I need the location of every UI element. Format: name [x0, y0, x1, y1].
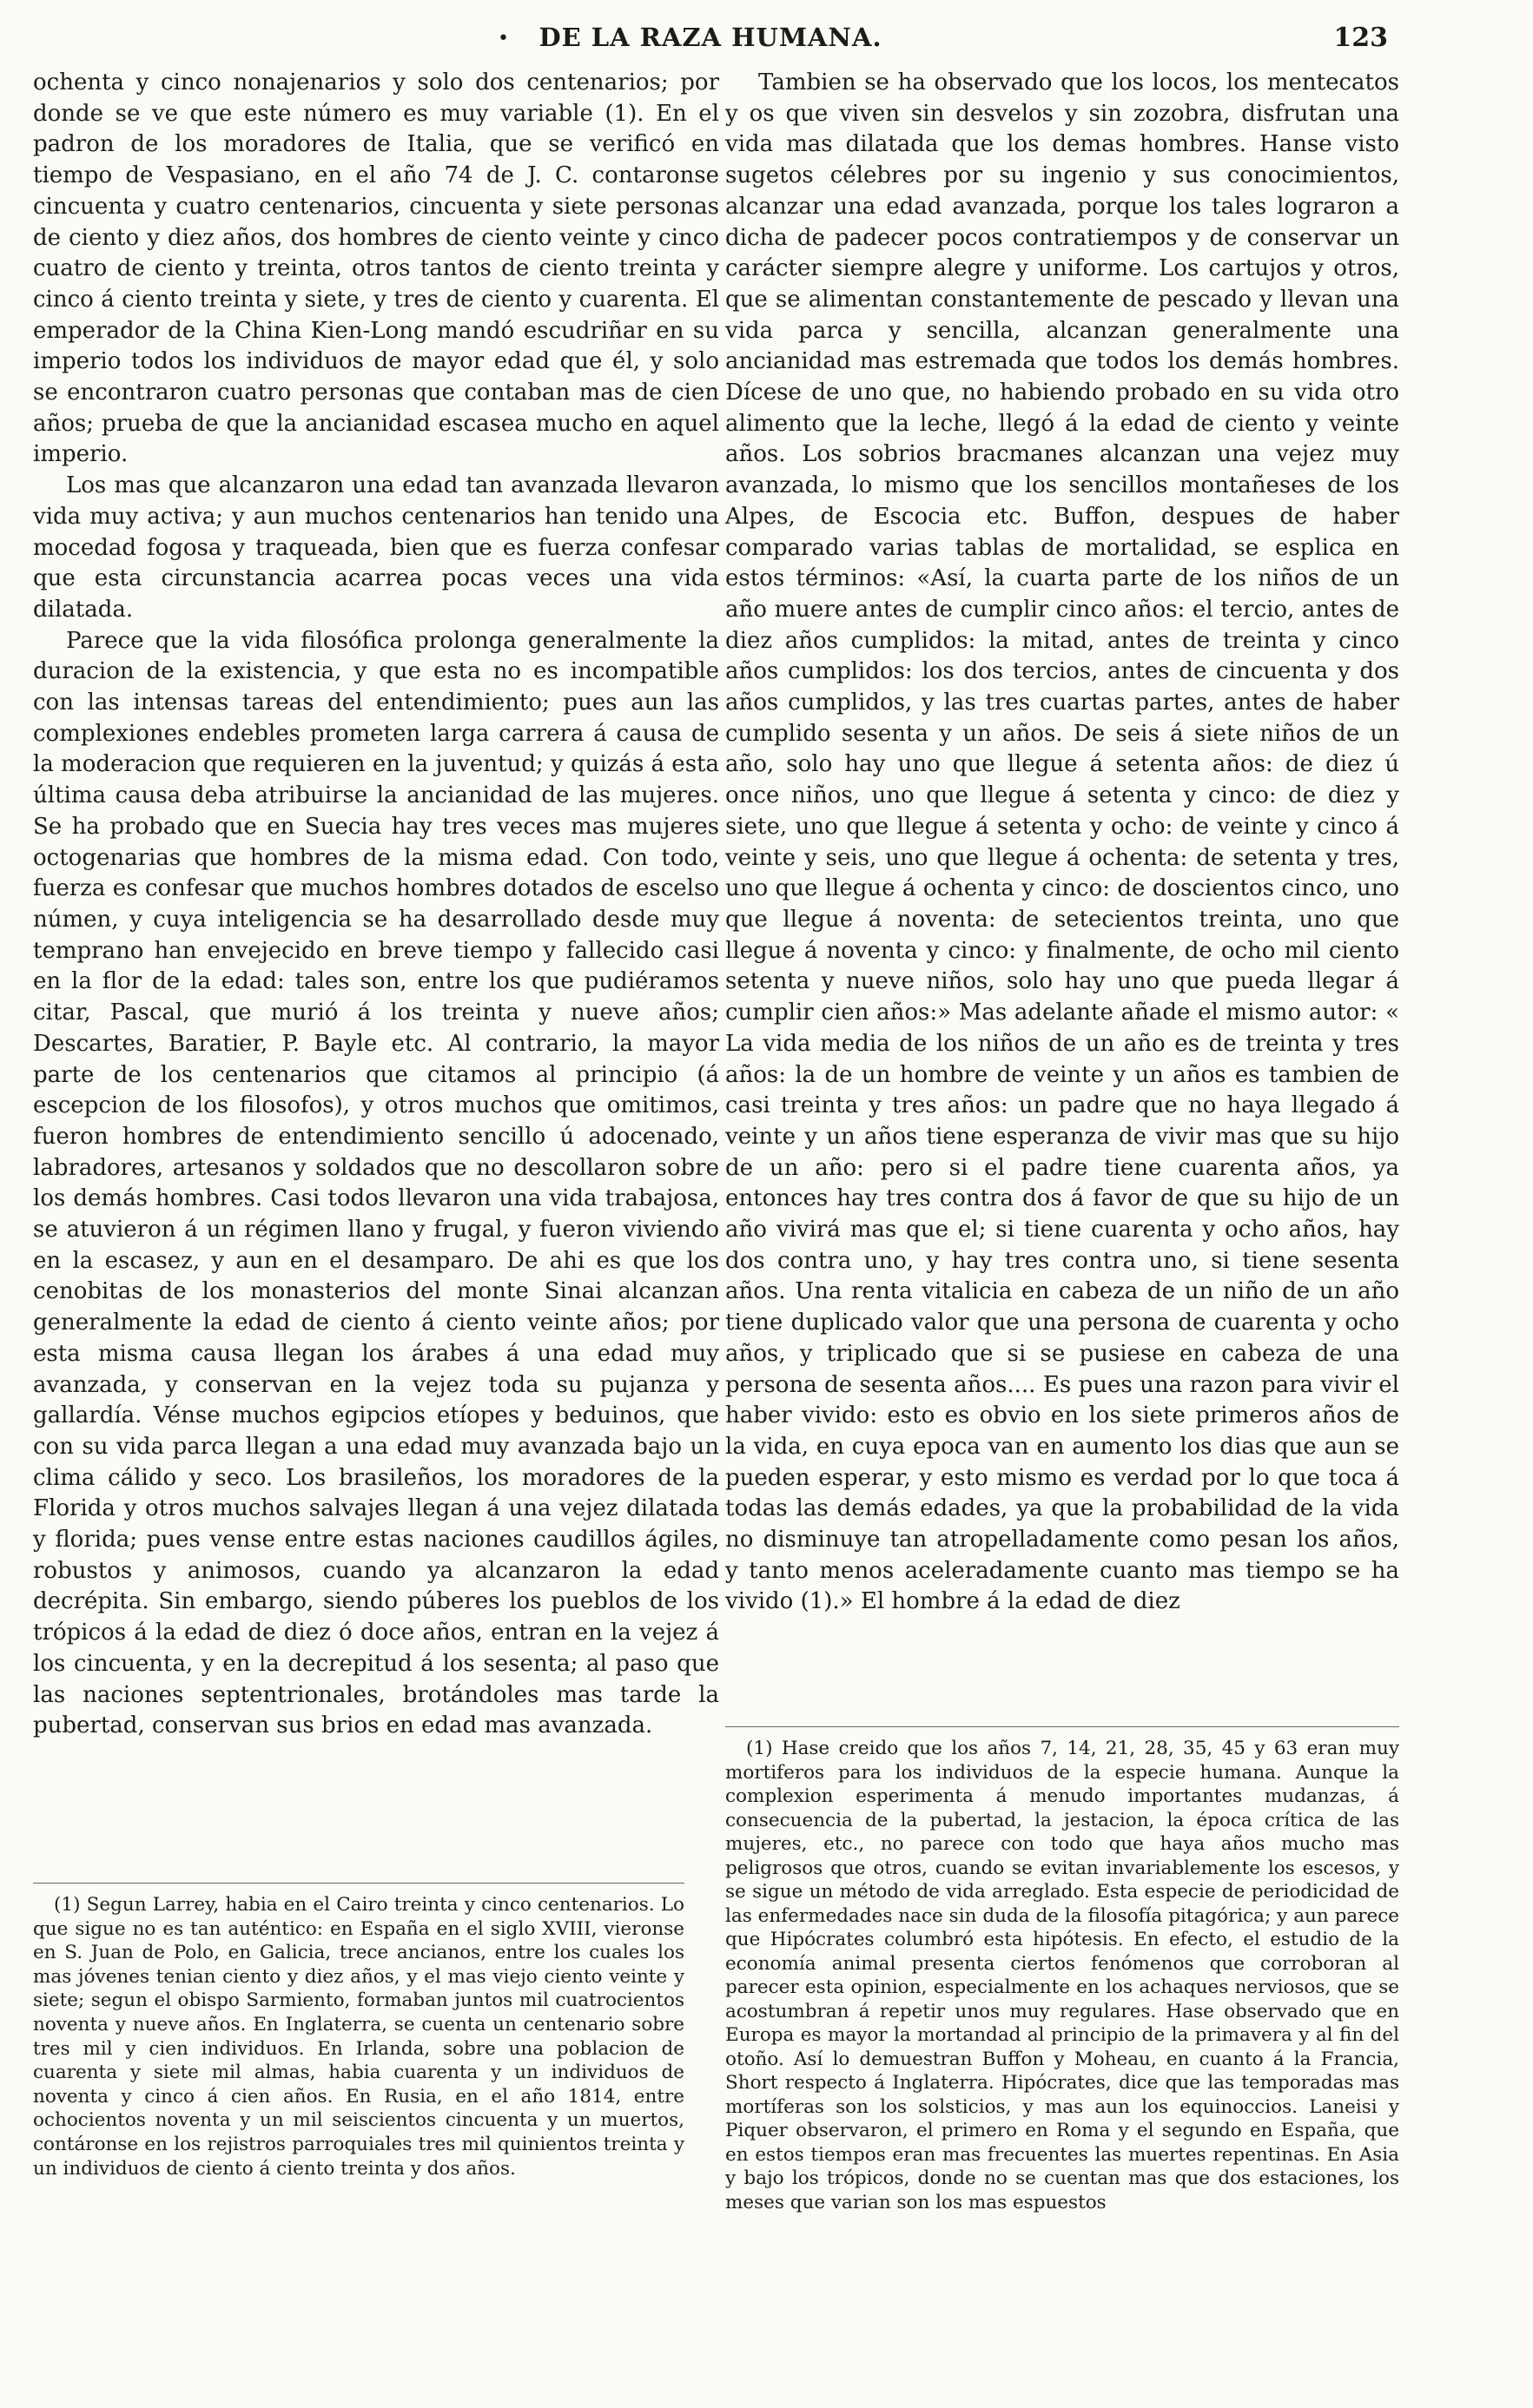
paragraph: Los mas que alcanzaron una edad tan avanzada llevaron vida muy activa; y aun muchos centenarios han tenido una mocedad fogosa y traqueada, bien que es fuerza confesar que esta circunstancia acarrea pocas veces una vida dilatada.: [33, 472, 719, 623]
footnote-divider: [33, 1883, 684, 1884]
paragraph: Parece que la vida filosófica prolonga generalmente la duracion de la existencia, y que esta no es incompatible con las intensas tareas del entendimiento; pues aun las complexiones endebles prometen larga carrera á causa de la moderacion que requieren en la juventud; y quizás á esta última causa deba atribuirse la ancianidad de las mujeres. Se ha probado que en Suecia hay tres veces mas mujeres octogenarias que hombres de la misma edad. Con todo, fuerza es confesar que muchos hombres dotados de escelso númen, y cuya inteligencia se ha desarrollado desde muy temprano han envejecido en breve tiempo y fallecido casi en la flor de la edad: tales son, entre los que pudiéramos citar, Pascal, que murió á los treinta y nueve años; Descartes, Baratier, P. Bayle etc. Al contrario, la mayor parte de los centenarios que citamos al principio (á escepcion de los filosofos), y otros muchos que omitimos, fueron hombres de entendimiento sencillo ú adocenado, labradores, artesanos y soldados que no descollaron sobre los demás hombres. Casi todos llevaron una vida trabajosa, se atuvieron á un régimen llano y frugal, y fueron viviendo en la escasez, y aun en el desamparo. De ahi es que los cenobitas de los monasterios del monte Sinai alcanzan generalmente la edad de ciento á ciento veinte años; por esta misma causa llegan los árabes á una edad muy avanzada, y conservan en la vejez toda su pujanza y gallardía. Vénse muchos egipcios etíopes y beduinos, que con su vida parca llegan a una edad muy avanzada bajo un clima cálido y seco. Los brasileños, los moradores de la Florida y otros muchos salvajes llegan á una vejez dilatada y florida; pues vense entre estas naciones caudillos ágiles, robustos y animosos, cuando ya alcanzaron la edad decrépita. Sin embargo, siendo púberes los pueblos de los trópicos á la edad de diez ó doce años, entran en la vejez á los cincuenta, y en la decrepitud á los sesenta; al paso que las naciones septentrionales, brotándoles mas tarde la pubertad, conservan sus brios en edad mas avanzada.: [33, 627, 719, 1739]
page-header: [33, 23, 1388, 71]
header-ornament: •: [498, 28, 509, 49]
right-column: [725, 68, 1399, 1618]
left-column: [33, 68, 719, 1742]
running-title: DE LA RAZA HUMANA.: [539, 23, 882, 52]
paragraph: ochenta y cinco nonajenarios y solo dos centenarios; por donde se ve que este número es muy variable (1). En el padron de los moradores de Italia, que se verificó en tiempo de Vespasiano, en el año 74 de J. C. contaronse cincuenta y cuatro centenarios, cincuenta y siete personas de ciento y diez años, dos hombres de ciento veinte y cinco cuatro de ciento y treinta, otros tantos de ciento treinta y cinco á ciento treinta y siete, y tres de ciento y cuarenta. El emperador de la China Kien-Long mandó escudriñar en su imperio todos los individuos de mayor edad que él, y solo se encontraron cuatro personas que contaban mas de cien años; prueba de que la ancianidad escasea mucho en aquel imperio.: [33, 69, 719, 468]
footnote-left: [33, 1893, 684, 2180]
paragraph: Tambien se ha observado que los locos, los mentecatos y os que viven sin desvelos y sin zozobra, disfrutan una vida mas dilatada que los demas hombres. Hanse visto sugetos célebres por su ingenio y sus conocimientos, alcanzar una edad avanzada, porque los tales lograron a dicha de padecer pocos contratiempos y de conservar un carácter siempre alegre y uniforme. Los cartujos y otros, que se alimentan constantemente de pescado y llevan una vida parca y sencilla, alcanzan generalmente una ancianidad mas estremada que todos los demás hombres. Dícese de uno que, no habiendo probado en su vida otro alimento que la leche, llegó á la edad de ciento y veinte años. Los sobrios bracmanes alcanzan una vejez muy avanzada, lo mismo que los sencillos montañeses de los Alpes, de Escocia etc. Buffon, despues de haber comparado varias tablas de mortalidad, se esplica en estos términos: «Así, la cuarta parte de los niños de un año muere antes de cumplir cinco años: el tercio, antes de diez años cumplidos: la mitad, antes de treinta y cinco años cumplidos: los dos tercios, antes de cincuenta y dos años cumplidos, y las tres cuartas partes, antes de haber cumplido sesenta y un años. De seis á siete niños de un año, solo hay uno que llegue á setenta años: de diez ú once niños, uno que llegue á setenta y cinco: de diez y siete, uno que llegue á setenta y ocho: de veinte y cinco á veinte y seis, uno que llegue á ochenta: de setenta y tres, uno que llegue á ochenta y cinco: de doscientos cinco, uno que llegue á noventa: de setecientos treinta, uno que llegue á noventa y cinco: y finalmente, de ocho mil ciento setenta y nueve niños, solo hay uno que pueda llegar á cumplir cien años:» Mas adelante añade el mismo autor: « La vida media de los niños de un año es de treinta y tres años: la de un hombre de veinte y un años es tambien de casi treinta y tres años: un padre que no haya llegado á veinte y un años tiene esperanza de vivir mas que su hijo de un año: pero si el padre tiene cuarenta años, ya entonces hay tres contra dos á favor de que su hijo de un año vivirá mas que el; si tiene cuarenta y ocho años, hay dos contra uno, y hay tres contra uno, si tiene sesenta años. Una renta vitalicia en cabeza de un niño de un año tiene duplicado valor que una persona de cuarenta y ocho años, y triplicado que si se pusiese en cabeza de una persona de sesenta años.... Es pues una razon para vivir el haber vivido: esto es obvio en los siete primeros años de la vida, en cuya epoca van en aumento los dias que aun se pueden esperar, y esto mismo es verdad por lo que toca á todas las demás edades, ya que la probabilidad de la vida no disminuye tan atropelladamente como pesan los años, y tanto menos aceleradamente cuanto mas tiempo se ha vivido (1).» El hombre á la edad de diez: [725, 69, 1399, 1615]
footnote-text: (1) Hase creido que los años 7, 14, 21, 28, 35, 45 y 63 eran muy mortiferos para los individuos de la especie humana. Aunque la complexion esperimenta á menudo importantes mudanzas, á consecuencia de la pubertad, la jestacion, la época crítica de las mujeres, etc., no parece con todo que haya años mucho mas peligrosos que otros, cuando se evitan invariablemente los escesos, y se sigue un método de vida arreglado. Esta especie de periodicidad de las enfermedades nace sin duda de la filosofía pitagórica; y aun parece que Hipócrates columbró esta hipótesis. En efecto, el estudio de la economía animal presenta ciertos fenómenos que corroboran al parecer esta opinion, especialmente en los achaques nerviosos, que se acostumbran á repetir unos muy regulares. Hase observado que en Europa es mayor la mortandad al principio de la primavera y al fin del otoño. Así lo demuestran Buffon y Moheau, en cuanto á la Francia, Short respecto á Inglaterra. Hipócrates, dice que las temporadas mas mortíferas son los solsticios, y mas aun los equinoccios. Laneisi y Piquer observaron, el primero en Roma y el segundo en España, que en estos tiempos eran mas frecuentes las muertes repentinas. En Asia y bajo los trópicos, donde no se cuentan mas que dos estaciones, los meses que varian son los mas espuestos: [725, 1738, 1399, 2213]
footnote-divider: [725, 1726, 1399, 1727]
footnote-right: [725, 1737, 1399, 2214]
footnote-text: (1) Segun Larrey, habia en el Cairo treinta y cinco centenarios. Lo que sigue no es tan auténtico: en España en el siglo XVIII, vieronse en S. Juan de Polo, en Galicia, trece ancianos, entre los cuales los mas jóvenes tenian ciento y diez años, y el mas viejo ciento veinte y siete; segun el obispo Sarmiento, formaban juntos mil cuatrocientos noventa y nueve años. En Inglaterra, se cuenta un centenario sobre tres mil y cien individuos. En Irlanda, sobre una poblacion de cuarenta y siete mil almas, habia cuarenta y un individuos de noventa y cinco á cien años. En Rusia, en el año 1814, entre ochocientos noventa y un mil seiscientos cincuenta y un muertos, contáronse en los rejistros parroquiales tres mil quinientos treinta y un individuos de ciento á ciento treinta y dos años.: [33, 1894, 684, 2180]
page-number: 123: [1333, 23, 1388, 53]
